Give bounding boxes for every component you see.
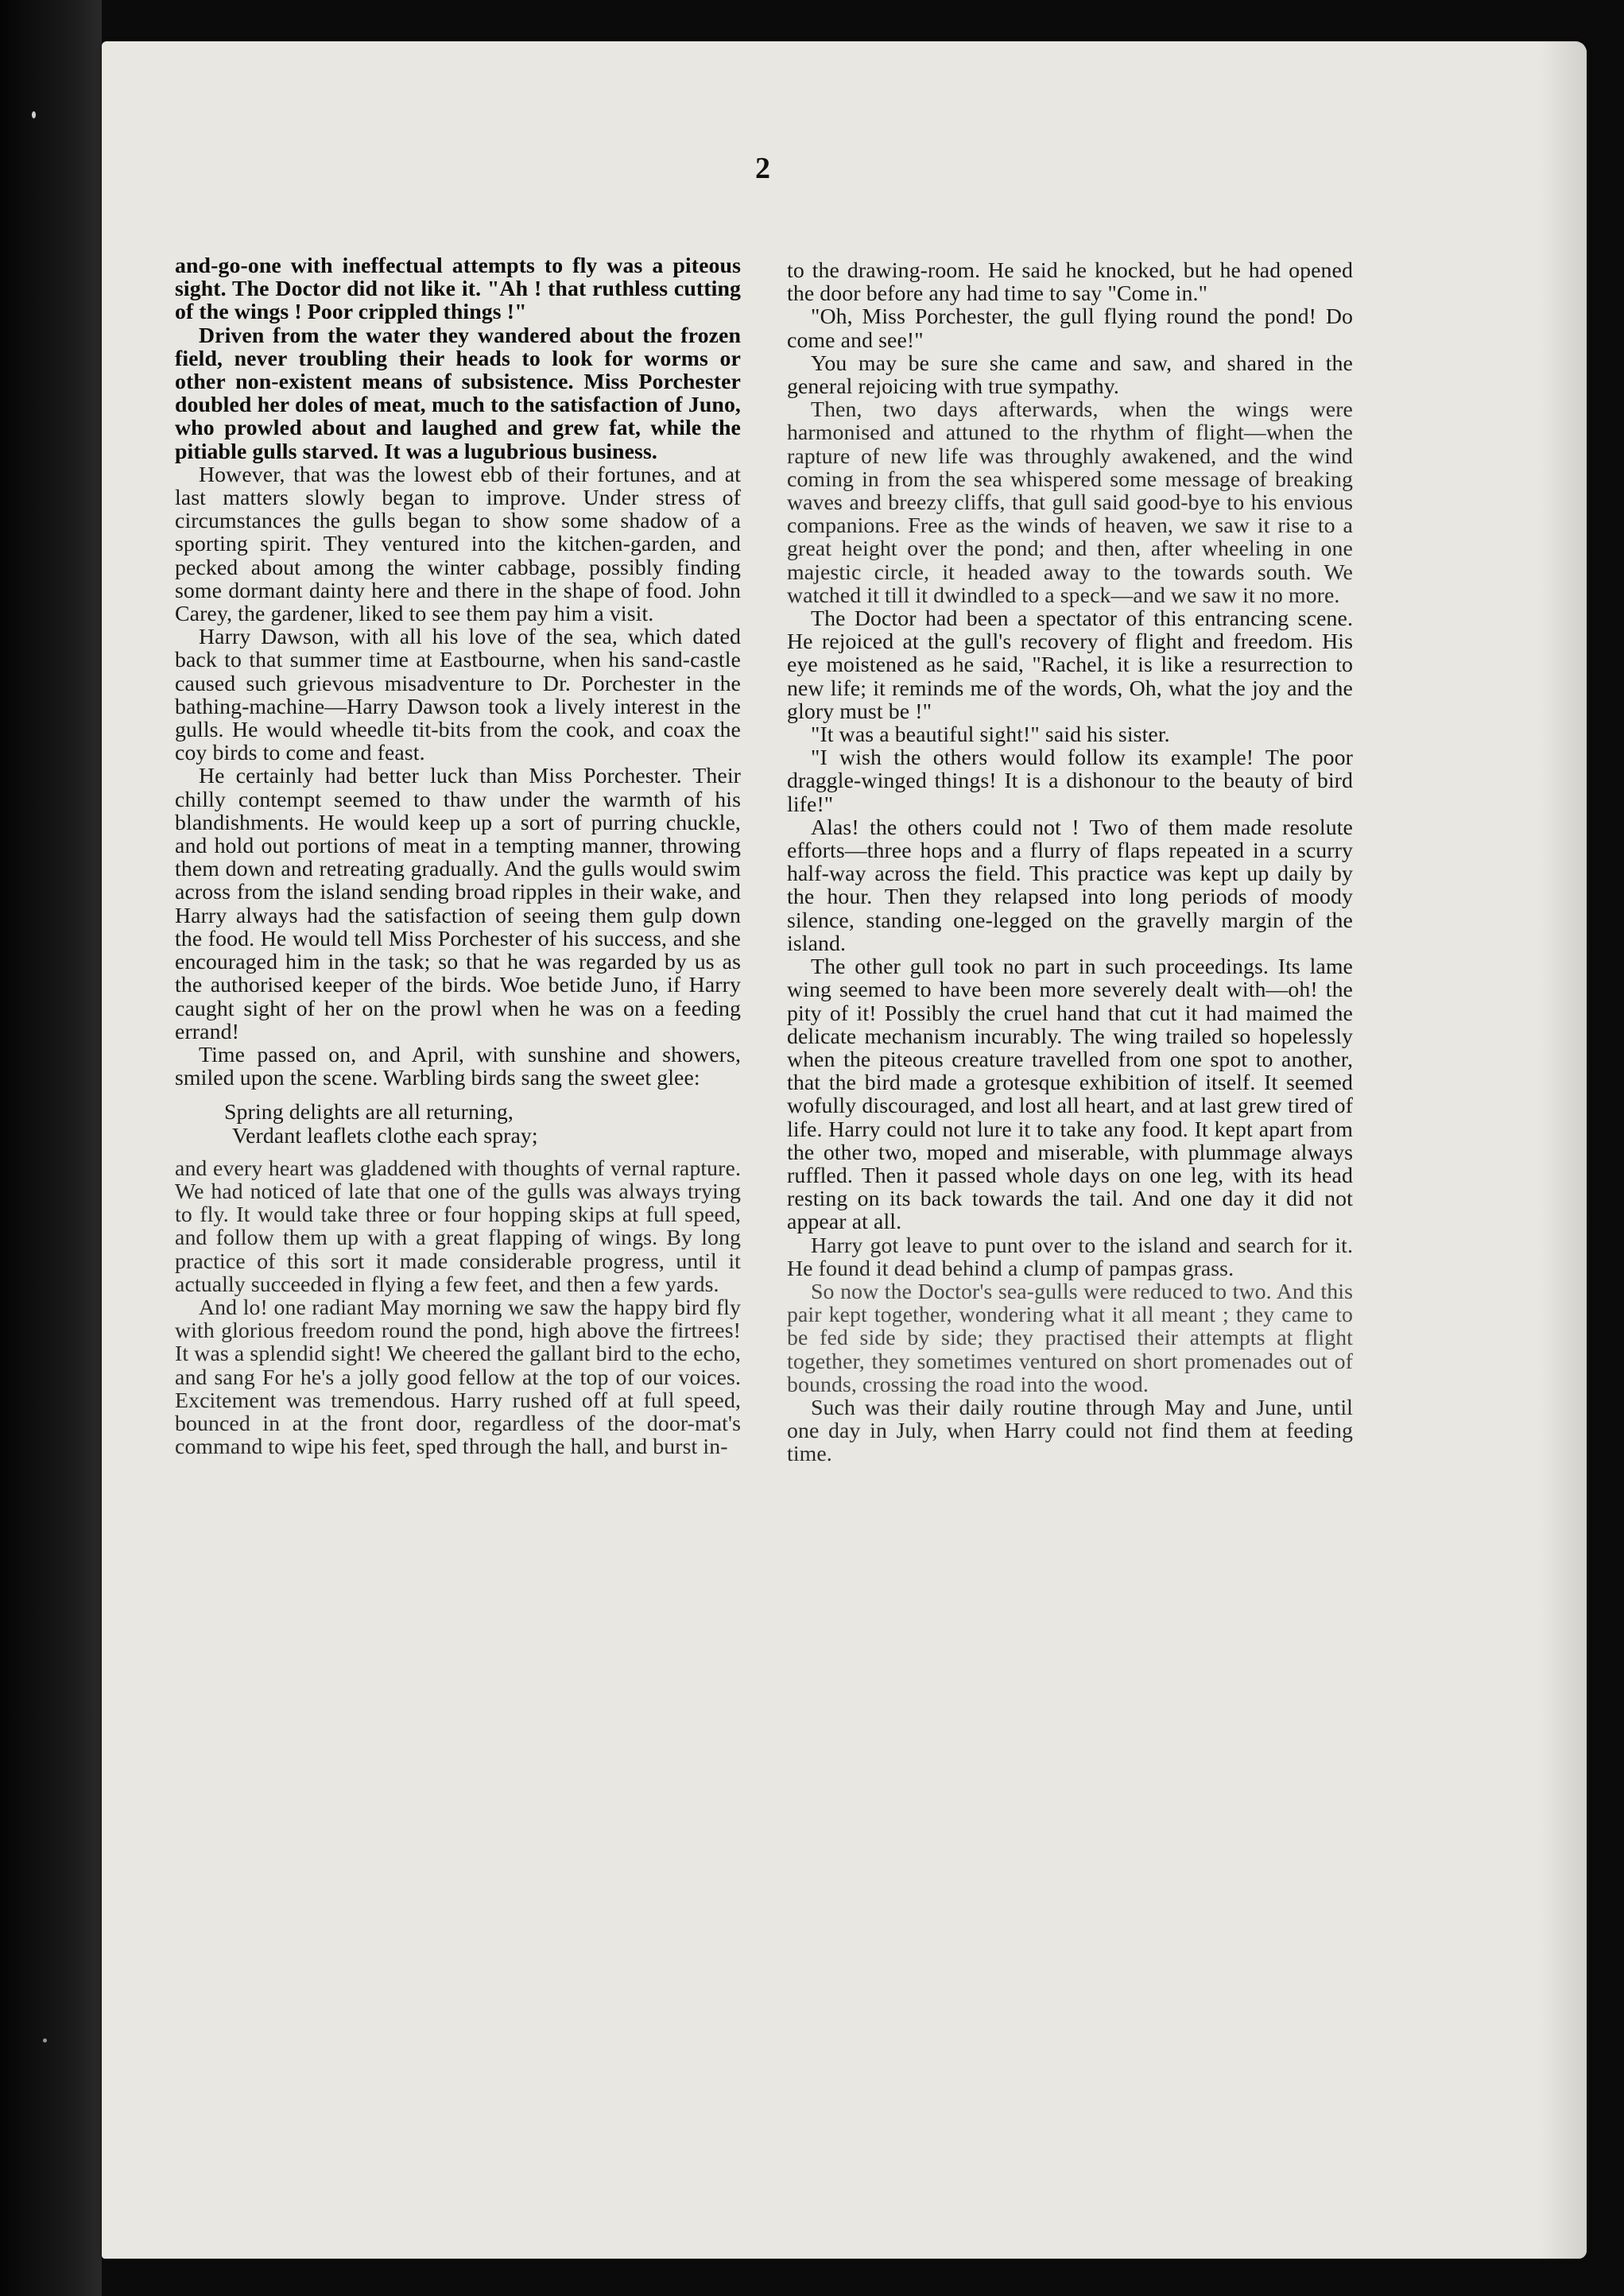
- paragraph: Harry Dawson, with all his love of the sea, which dated back to that summer time at Eastbourne, when his sand-castle caused such grievous misadventure to Dr. Porchester in the bathing-machine—Harry Dawson took a lively interest in the gulls. He would wheedle tit-bits from the cook, and coax the coy birds to come and feast.: [175, 625, 741, 766]
- verse-quote: [175, 1101, 741, 1147]
- verse-line-2: Verdant leaflets clothe each spray;: [232, 1123, 538, 1148]
- scan-speck: [32, 111, 36, 118]
- right-column-paragraphs: [787, 259, 1353, 1466]
- paragraph: Time passed on, and April, with sunshine and showers, smiled upon the scene. Warbling birds sang the sweet glee:: [175, 1042, 741, 1091]
- paragraph: "It was a beautiful sight!" said his sister.: [811, 722, 1170, 748]
- paragraph: The Doctor had been a spectator of this entrancing scene. He rejoiced at the gull's recovery of flight and freedom. His eye moistened as he said, "Rachel, it is like a resurrection to new life; it reminds me of the words, Oh, what the joy and the glory must be !": [787, 606, 1353, 724]
- paragraph: He certainly had better luck than Miss Porchester. Their chilly contempt seemed to thaw under the warmth of his blandishments. He would keep up a sort of purring chuckle, and hold out portions of meat in a tempting manner, throwing them down and retreating gradually. And the gulls would swim across from the island sending broad ripples in their wake, and Harry always had the satisfaction of seeing them gulp down the food. He would tell Miss Porchester of his success, and she encouraged him in the task; so that he was regarded by us as the authorised keeper of the birds. Woe betide Juno, if Harry caught sight of her on the prowl when he was on a feeding errand!: [175, 764, 741, 1044]
- page-number: 2: [755, 152, 770, 185]
- paragraph: "I wish the others would follow its example! The poor draggle-winged things! It is a dishonour to the beauty of bird life!": [787, 745, 1353, 817]
- paragraph: The other gull took no part in such proceedings. Its lame wing seemed to have been more severely dealt with—oh! the pity of it! Possibly the cruel hand that cut it had maimed the delicate mechanism incurably. The wing trailed so hopelessly when the piteous creature travelled from one spot to another, that the bird made a grotesque exhibition of itself. It seemed wofully discouraged, and lost all heart, and at last grew tired of life. Harry could not lure it to take any food. It kept apart from the other two, moped and miserable, with plummage always ruffled. Then it passed whole days on one leg, with its head resting on its back towards the tail. And one day it did not appear at all.: [787, 954, 1353, 1235]
- paragraph: You may be sure she came and saw, and shared in the general rejoicing with true sympathy.: [787, 350, 1353, 400]
- paragraph: Such was their daily routine through May and June, until one day in July, when Harry could not find them at feeding time.: [787, 1395, 1353, 1467]
- paragraph: And lo! one radiant May morning we saw the happy bird fly with glorious freedom round the pond, high above the firtrees! It was a splendid sight! We cheered the gallant bird to the echo, and sang For he's a jolly good fellow at the top of our voices. Excitement was tremendous. Harry rushed off at full speed, bounced in at the front door, regardless of the door-mat's command to wipe his feet, sped through the hall, and burst in-: [175, 1295, 741, 1460]
- paragraph: Driven from the water they wandered about the frozen field, never troubling their heads to look for worms or other non-existent means of subsistence. Miss Porchester doubled her doles of meat, much to the satisfaction of Juno, who prowled about and laughed and grew fat, while the pitiable gulls starved. It was a lugubrious business.: [175, 323, 741, 464]
- scan-left-edge: [0, 0, 102, 2296]
- paragraph: and every heart was gladdened with thoughts of vernal rapture. We had noticed of late that one of the gulls was always trying to fly. It would take three or four hopping skips at full speed, and follow them up with a great flapping of wings. By long practice of this sort it made considerable progress, until it actually succeeded in flying a few feet, and then a few yards.: [175, 1156, 741, 1297]
- paragraph: Harry got leave to punt over to the island and search for it. He found it dead behind a clump of pampas grass.: [787, 1233, 1353, 1281]
- scan-speck: [43, 2039, 47, 2042]
- verse-line-1: Spring delights are all returning,: [224, 1100, 514, 1125]
- left-column-paragraphs: [175, 254, 741, 1090]
- paragraph: Then, two days afterwards, when the wings were harmonised and attuned to the rhythm of flight—when the rapture of new life was throughly awakened, and the wind coming in from the sea whispered some message of breaking waves and breezy cliffs, that gull said good-bye to his envious companions. Free as the winds of heaven, we saw it rise to a great height over the pond; and then, after wheeling in one majestic circle, it headed away to the towards south. We watched it till it dwindled to a speck—and we saw it no more.: [787, 397, 1353, 608]
- paragraph: and-go-one with ineffectual attempts to fly was a piteous sight. The Doctor did not like it. "Ah ! that ruthless cutting of the wings ! Poor crippled things !": [175, 254, 741, 325]
- left-column: [175, 254, 741, 1458]
- right-column: [787, 259, 1353, 1466]
- paragraph: Alas! the others could not ! Two of them made resolute efforts—three hops and a flurry of flaps repeated in a scurry half-way across the field. This practice was kept up daily by the hour. Then they relapsed into long periods of moody silence, standing one-legged on the gravelly margin of the island.: [787, 815, 1353, 956]
- paragraph: So now the Doctor's sea-gulls were reduced to two. And this pair kept together, wondering what it all meant ; they came to be fed side by side; they practised their attempts at flight together, they sometimes ventured on short promenades out of bounds, crossing the road into the wood.: [787, 1279, 1353, 1397]
- page-edge-shadow: [1539, 41, 1587, 2259]
- paragraph: However, that was the lowest ebb of their fortunes, and at last matters slowly began to improve. Under stress of circumstances the gulls began to show some shadow of a sporting spirit. They ventured into the kitchen-garden, and pecked about among the winter cabbage, possibly finding some dormant dainty here and there in the shape of food. John Carey, the gardener, liked to see them pay him a visit.: [175, 462, 741, 627]
- left-column-paragraphs-after-verse: [175, 1157, 741, 1459]
- paragraph: to the drawing-room. He said he knocked, but he had opened the door before any had time to say "Come in.": [787, 258, 1353, 307]
- paragraph: "Oh, Miss Porchester, the gull flying round the pond! Do come and see!": [787, 304, 1353, 353]
